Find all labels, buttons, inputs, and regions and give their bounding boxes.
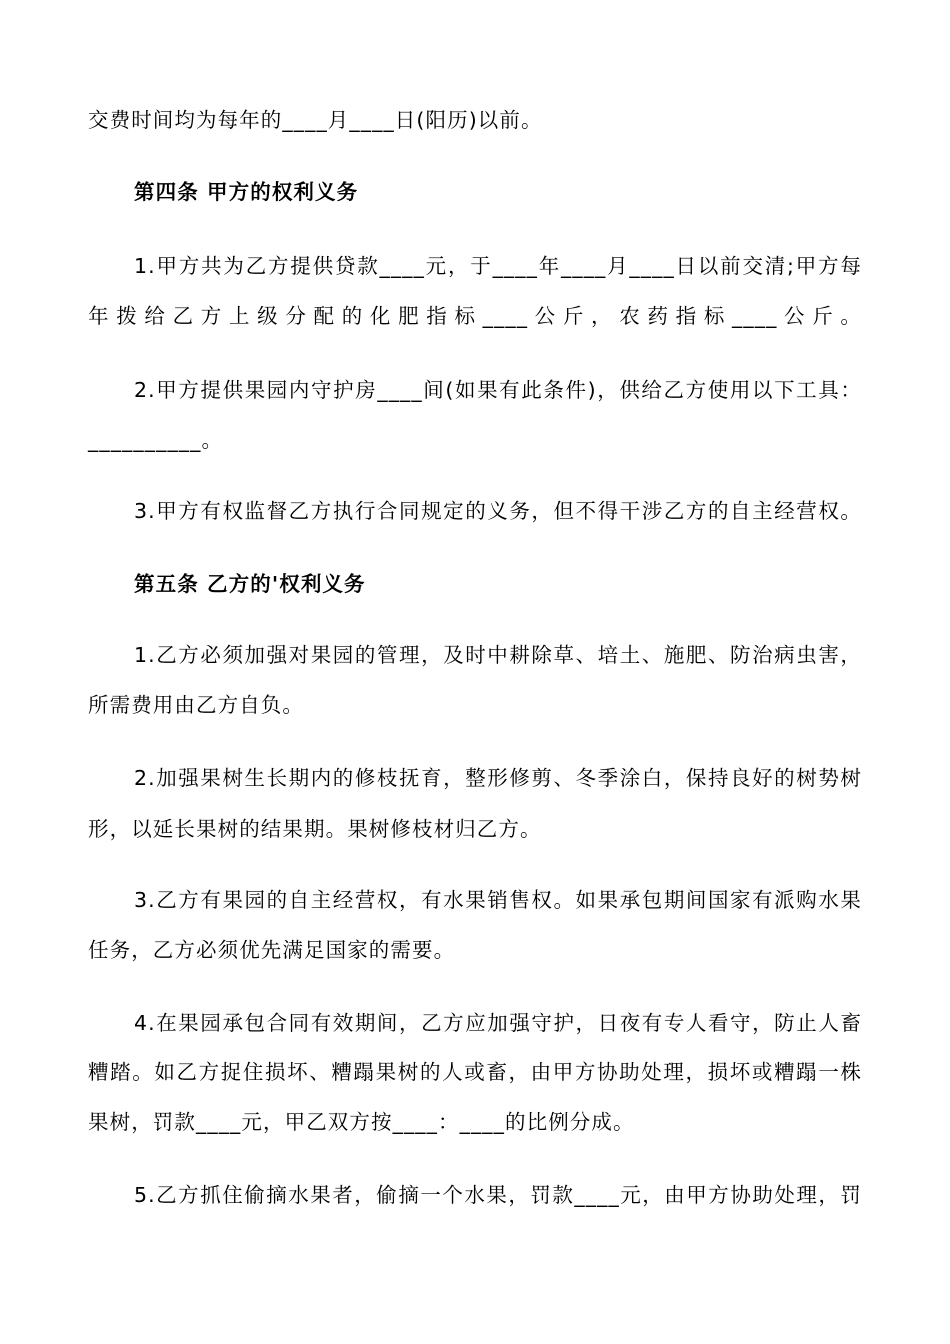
text-line: 所需费用由乙方自负。: [88, 693, 304, 717]
text-line: 果树，罚款____元，甲乙双方按____：____的比例分成。: [88, 1110, 635, 1134]
text-line: 2.甲方提供果园内守护房____间(如果有此条件)，供给乙方使用以下工具：: [134, 378, 862, 402]
text-line: 3.乙方有果园的自主经营权，有水果销售权。如果承包期间国家有派购水果: [134, 888, 862, 912]
text-line: 任务，乙方必须优先满足国家的需要。: [88, 938, 456, 962]
text-line: 交费时间均为每年的____月____日(阳历)以前。: [88, 108, 543, 132]
text-line: 3.甲方有权监督乙方执行合同规定的义务，但不得干涉乙方的自主经营权。: [134, 499, 862, 523]
text-line: 1.乙方必须加强对果园的管理，及时中耕除草、培土、施肥、防治病虫害，: [134, 643, 862, 667]
section-heading-article-4: 第四条 甲方的权利义务: [134, 180, 359, 204]
text-line: 年拨给乙方上级分配的化肥指标____公斤，农药指标____公斤。: [88, 304, 862, 328]
text-line: 5.乙方抓住偷摘水果者，偷摘一个水果，罚款____元，由甲方协助处理，罚: [134, 1183, 862, 1207]
text-line: __________。: [88, 428, 224, 452]
text-line: 形，以延长果树的结果期。果树修枝材归乙方。: [88, 817, 542, 841]
text-line: 2.加强果树生长期内的修枝抚育，整形修剪、冬季涂白，保持良好的树势树: [134, 766, 862, 790]
text-line: 1.甲方共为乙方提供贷款____元，于____年____月____日以前交清;甲方每: [134, 254, 862, 278]
text-line: 糟踏。如乙方捉住损坏、糟蹋果树的人或畜，由甲方协助处理，损坏或糟蹋一株: [88, 1060, 862, 1084]
section-heading-article-5: 第五条 乙方的'权利义务: [134, 572, 366, 596]
text-line: 4.在果园承包合同有效期间，乙方应加强守护，日夜有专人看守，防止人畜: [134, 1011, 862, 1035]
